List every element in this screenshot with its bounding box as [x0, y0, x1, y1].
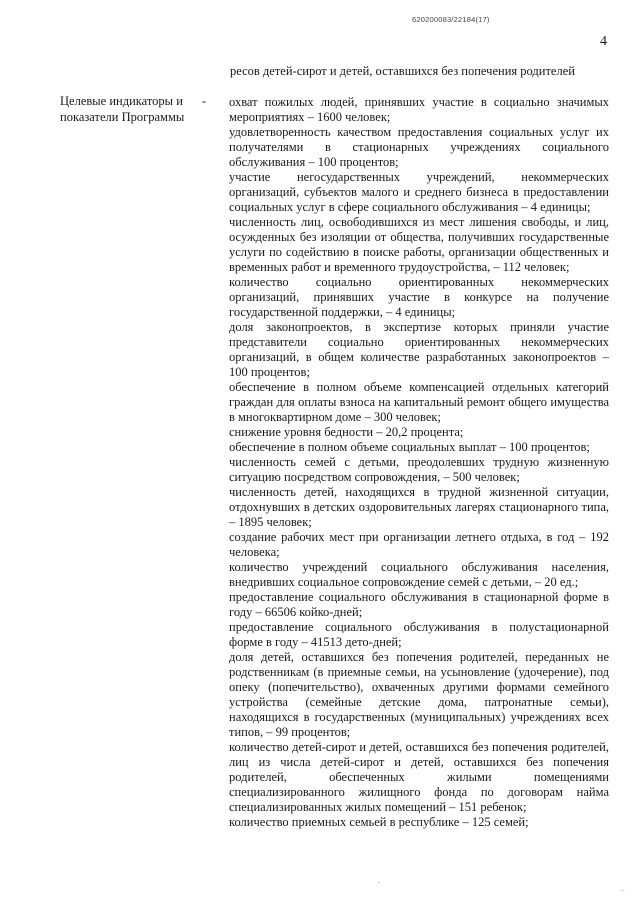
indicator-item: создание рабочих мест при организации летнего отдыха, в год – 192 человека; [229, 530, 609, 559]
page-number: 4 [600, 34, 607, 49]
indicator-item: доля законопроектов, в экспертизе которых приняли участие представители социально ориентированных некоммерческих организаций, в общем количестве разработанных законопроектов – 100 процентов; [229, 320, 609, 379]
continuation-line: ресов детей-сирот и детей, оставшихся без попечения родителей [230, 64, 575, 78]
indicator-item: количество учреждений социального обслуживания населения, внедривших социальное сопровождение семей с детьми, – 20 ед.; [229, 560, 609, 589]
indicator-item: численность лиц, освободившихся из мест лишения свободы, и лиц, осужденных без изоляции от общества, получивших государственные услуги по содействию в поиске работы, организации общественных и временных работ и временного трудоустройства, – 112 человек; [229, 215, 609, 274]
indicator-item: снижение уровня бедности – 20,2 процента; [229, 425, 464, 439]
indicator-item: участие негосударственных учреждений, некоммерческих организаций, субъектов малого и среднего бизнеса в предоставлении социальных услуг в сфере социального обслуживания – 4 единицы; [229, 170, 609, 214]
corner-mark: ‾ [621, 890, 624, 900]
indicator-item: обеспечение в полном объеме социальных выплат – 100 процентов; [229, 440, 590, 454]
section-dash: - [202, 94, 207, 108]
indicator-item: численность детей, находящихся в трудной жизненной ситуации, отдохнувших в детских оздоровительных лагерях стационарного типа, – 1895 человек; [229, 485, 609, 529]
indicator-list [229, 95, 609, 830]
indicator-item: количество детей-сирот и детей, оставшихся без попечения родителей, лиц из числа детей-сирот и детей, оставшихся без попечения родителей, обеспеченных жилыми помещениями специализированного жилищного фонда по договорам найма специализированных жилых помещений – 151 ребенок; [229, 740, 609, 814]
indicator-item: количество приемных семьей в республике – 125 семей; [229, 815, 529, 829]
indicator-item: численность семей с детьми, преодолевших трудную жизненную ситуацию посредством сопровождения, – 500 человек; [229, 455, 609, 484]
indicator-item: предоставление социального обслуживания в полустационарной форме в году – 41513 дето-дней; [229, 620, 609, 649]
indicator-item: обеспечение в полном объеме компенсацией отдельных категорий граждан для оплаты взноса на капитальный ремонт общего имущества в многоквартирном доме – 300 человек; [229, 380, 609, 424]
indicator-item: доля детей, оставшихся без попечения родителей, переданных не родственникам (в приемные семьи, на усыновление (удочерение), под опеку (попечительство), охваченных другими формами семейного устройства (семейные детские дома, патронатные семьи), находящихся в государственных (муниципальных) учреждениях всех типов, – 99 процентов; [229, 650, 609, 739]
indicator-item: количество социально ориентированных некоммерческих организаций, принявших участие в конкурсе на получение государственной поддержки, – 4 единицы; [229, 275, 609, 319]
document-id: 620200083/22184(17) [412, 15, 490, 24]
section-label: Целевые индикаторы и показатели Программы [60, 94, 185, 124]
indicator-item: предоставление социального обслуживания в стационарной форме в году – 66506 койко-дней; [229, 590, 609, 619]
footer-mark: . [378, 876, 380, 885]
indicator-item: охват пожилых людей, принявших участие в социально значимых мероприятиях – 1600 человек; [229, 95, 609, 124]
indicator-item: удовлетворенность качеством предоставления социальных услуг их получателями в стационарных учреждениях социального обслуживания – 100 процентов; [229, 125, 609, 169]
